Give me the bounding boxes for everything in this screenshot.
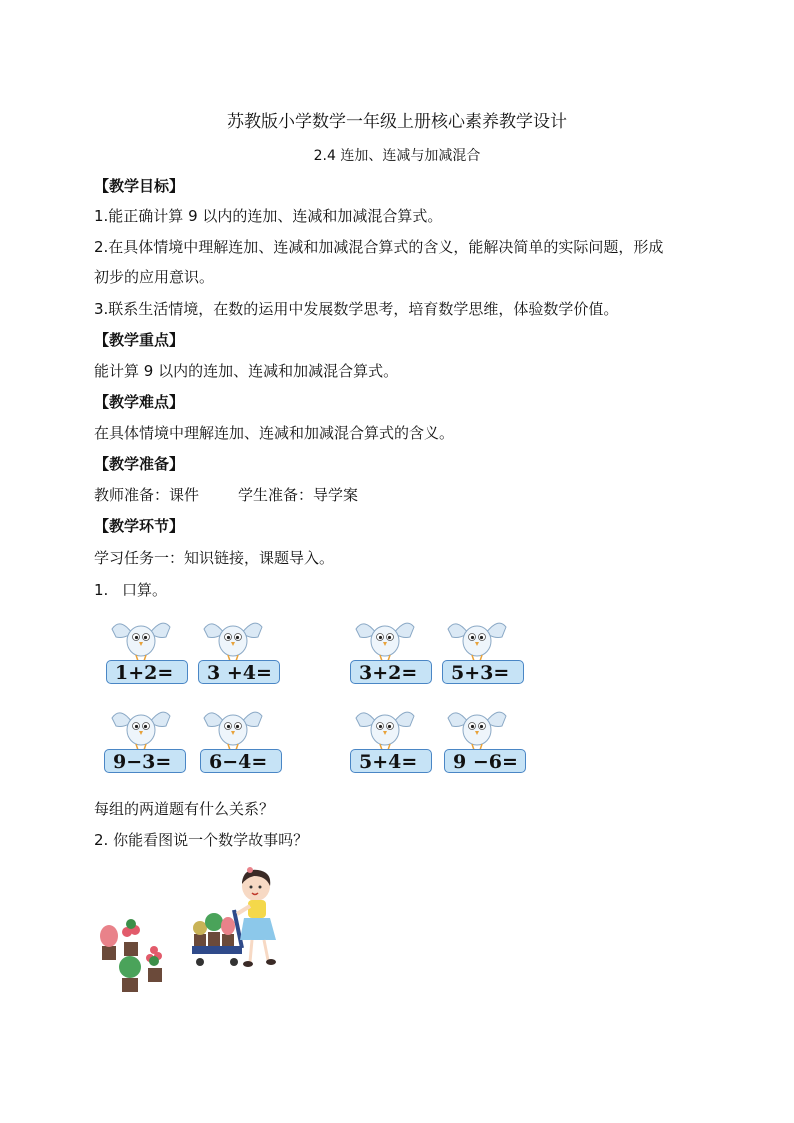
goal-1: 1.能正确计算 9 以内的连加、连减和加减混合算式。 [94, 207, 443, 225]
bird-icon [108, 615, 174, 665]
girl-flowers-illustration [94, 862, 294, 997]
task-1: 学习任务一：知识链接，课题导入。 [94, 549, 335, 567]
bird-icon [200, 615, 266, 665]
calc-card: 5+3= [442, 660, 524, 684]
flower-pot-icon [122, 919, 140, 956]
prep-teacher: 教师准备：课件 [94, 486, 200, 504]
question-text: 每组的两道题有什么关系？ [94, 800, 275, 818]
page-title: 苏教版小学数学一年级上册核心素养教学设计 [227, 112, 567, 132]
bird-icon [352, 615, 418, 665]
item-2-text: 2. 你能看图说一个数学故事吗？ [94, 831, 309, 849]
calc-card: 3 +4= [198, 660, 280, 684]
prep-student: 学生准备：导学案 [238, 486, 359, 504]
bird-icon [108, 704, 174, 754]
prep-heading: 【教学准备】 [94, 455, 185, 473]
item-1-number: 1. [94, 581, 109, 599]
difficulty-text: 在具体情境中理解连加、连减和加减混合算式的含义。 [94, 424, 455, 442]
key-text: 能计算 9 以内的连加、连减和加减混合算式。 [94, 362, 399, 380]
goal-2-line-1: 2.在具体情境中理解连加、连减和加减混合算式的含义，能解决简单的实际问题，形成 [94, 238, 664, 256]
calc-card: 3+2= [350, 660, 432, 684]
item-1-text: 口算。 [122, 581, 168, 599]
bird-icon [352, 704, 418, 754]
goals-heading: 【教学目标】 [94, 177, 185, 195]
flower-pot-icon [119, 956, 141, 992]
page-subtitle: 2.4 连加、连减与加减混合 [313, 148, 481, 164]
goal-3: 3.联系生活情境，在数的运用中发展数学思考，培育数学思维，体验数学价值。 [94, 300, 619, 318]
calc-card: 9 −6= [444, 749, 526, 773]
flower-pot-icon [146, 946, 162, 982]
difficulty-heading: 【教学难点】 [94, 393, 185, 411]
bird-icon [200, 704, 266, 754]
steps-heading: 【教学环节】 [94, 517, 185, 535]
calc-card: 5+4= [350, 749, 432, 773]
goal-2-line-2: 初步的应用意识。 [94, 268, 215, 286]
bird-icon [444, 704, 510, 754]
bird-icon [444, 615, 510, 665]
calc-card: 6−4= [200, 749, 282, 773]
calc-card: 9−3= [104, 749, 186, 773]
flower-pot-icon [100, 925, 118, 960]
key-heading: 【教学重点】 [94, 331, 185, 349]
calc-card: 1+2= [106, 660, 188, 684]
